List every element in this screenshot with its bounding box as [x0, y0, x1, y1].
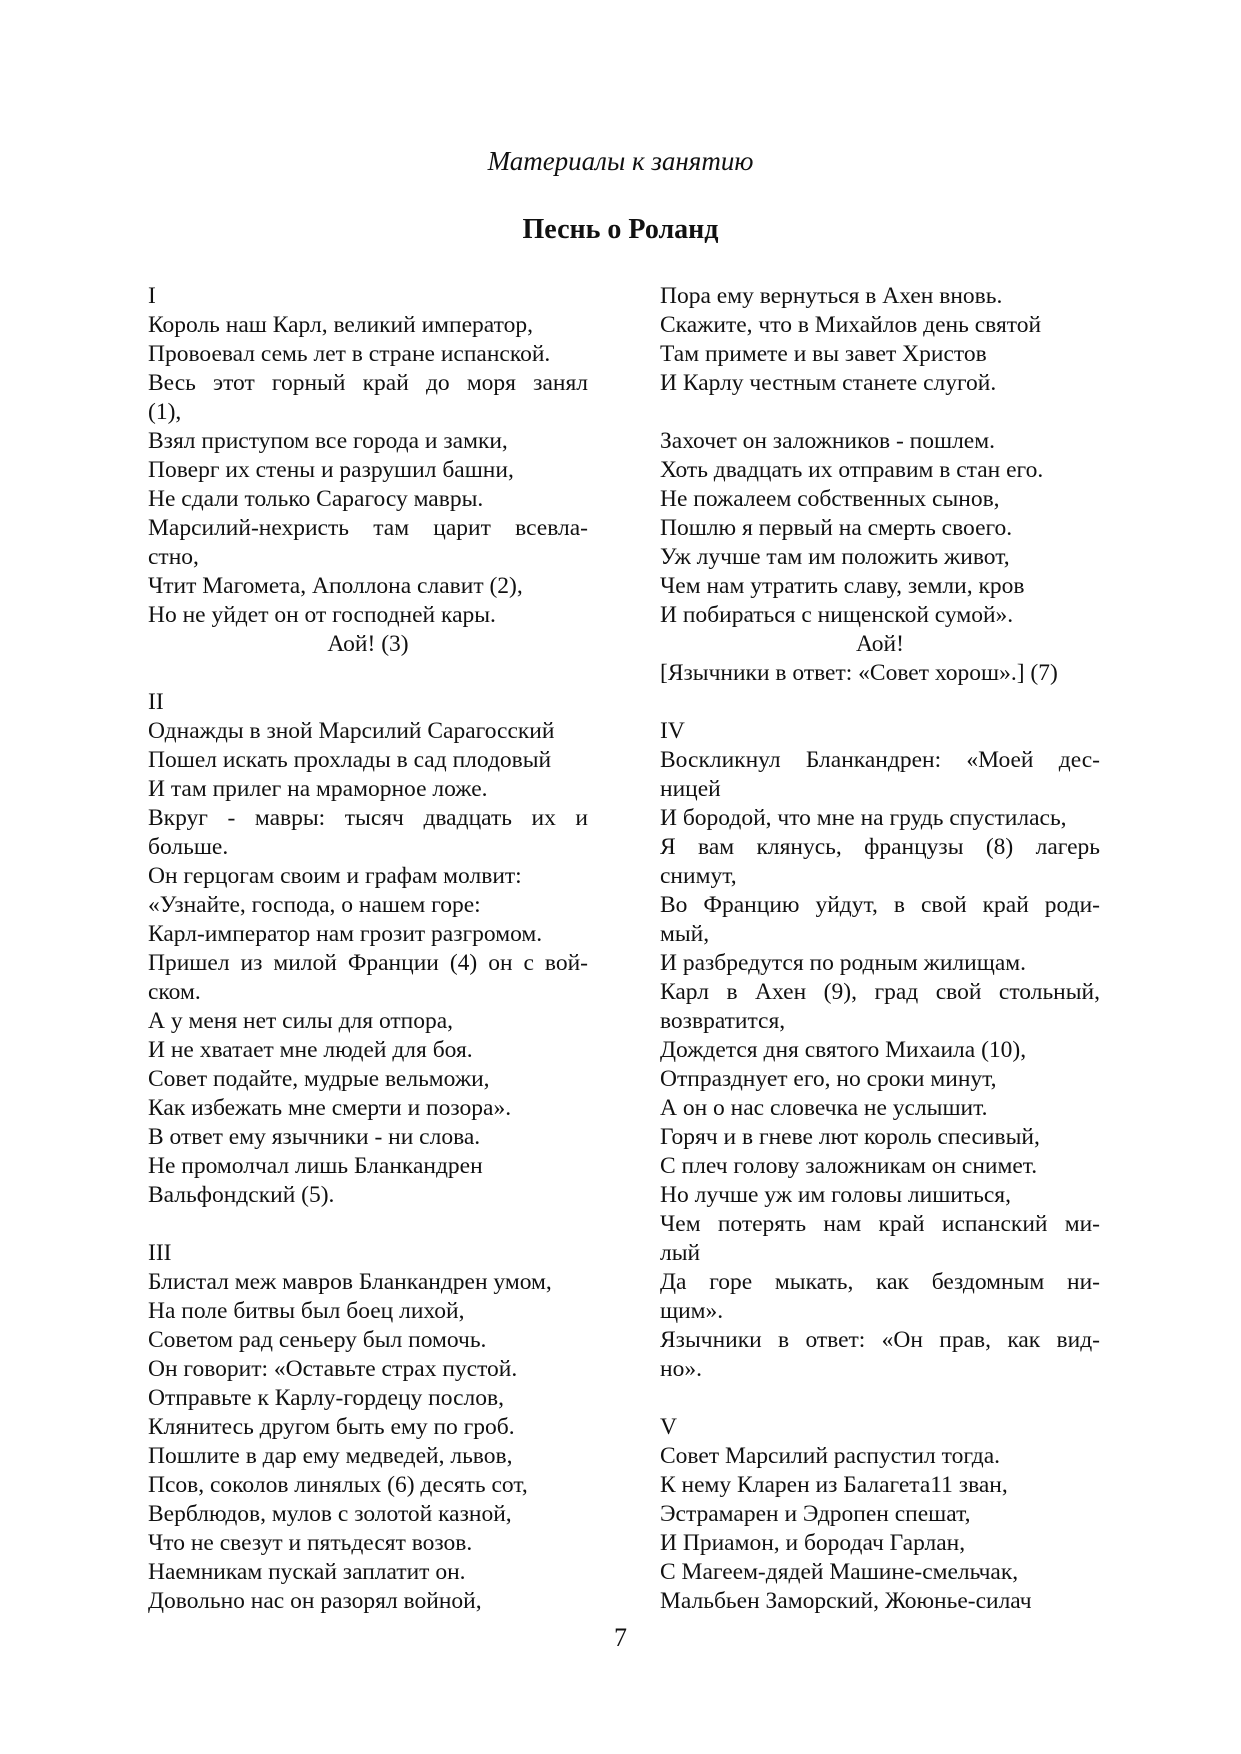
verse-line: Марсилий-нехристь там царит всевла- — [148, 515, 588, 541]
verse-line: И там прилег на мраморное ложе. — [148, 776, 488, 802]
stanza — [660, 717, 1100, 1384]
stanza — [660, 427, 1100, 688]
verse-line: Я вам клянусь, французы (8) лагерь — [660, 834, 1100, 860]
verse-line: Совет Марсилий распустил тогда. — [660, 1443, 1001, 1469]
verse-line: Поверг их стены и разрушил башни, — [148, 457, 514, 483]
stanza — [148, 1239, 588, 1616]
verse-line: Псов, соколов линялых (6) десять сот, — [148, 1472, 528, 1498]
verse-line: И разбредутся по родным жилищам. — [660, 950, 1026, 976]
verse-line: Язычники в ответ: «Он прав, как вид- — [660, 1327, 1100, 1353]
verse-line: лый — [660, 1240, 701, 1266]
verse-line: Пришел из милой Франции (4) он с вой- — [148, 950, 588, 976]
verse-line: Дождется дня святого Михаила (10), — [660, 1037, 1027, 1063]
page-number: 7 — [614, 1623, 627, 1652]
verse-line: На поле битвы был боец лихой, — [148, 1298, 465, 1324]
stanza — [660, 1413, 1100, 1616]
verse-line: Пошлю я первый на смерть своего. — [660, 515, 1013, 541]
verse-line: И Приамон, и бородач Гарлан, — [660, 1530, 966, 1556]
verse-line: снимут, — [660, 863, 737, 889]
verse-line: С Магеем-дядей Машине-смельчак, — [660, 1559, 1019, 1585]
verse-line: [Язычники в ответ: «Совет хорош».] (7) — [660, 660, 1058, 686]
right-column — [660, 282, 1100, 1645]
verse-line: Но не уйдет он от господней кары. — [148, 602, 496, 628]
verse-line: Чтит Магомета, Аполлона славит (2), — [148, 573, 523, 599]
verse-line: Захочет он заложников - пошлем. — [660, 428, 995, 454]
poem-title: Песнь о Роланд — [522, 214, 719, 245]
verse-line: Но лучше уж им головы лишиться, — [660, 1182, 1011, 1208]
verse-line: ницей — [660, 776, 721, 802]
verse-line: Блистал меж мавров Бланкандрен умом, — [148, 1269, 552, 1295]
stanza-numeral: III — [148, 1240, 172, 1266]
verse-line: Вальфондский (5). — [148, 1182, 335, 1208]
verse-line: возвратится, — [660, 1008, 786, 1034]
verse-line: Что не свезут и пятьдесят возов. — [148, 1530, 473, 1556]
stanza-numeral: I — [148, 283, 156, 309]
verse-line: Взял приступом все города и замки, — [148, 428, 508, 454]
verse-line: Во Францию уйдут, в свой край роди- — [660, 892, 1100, 918]
verse-line: Горяч и в гневе лют король спесивый, — [660, 1124, 1040, 1150]
verse-line: Воскликнул Бланкандрен: «Моей дес- — [660, 747, 1100, 773]
verse-line: ском. — [148, 979, 201, 1005]
verse-line: И бородой, что мне на грудь спустилась, — [660, 805, 1067, 831]
verse-line: Как избежать мне смерти и позора». — [148, 1095, 512, 1121]
verse-line: Клянитесь другом быть ему по гроб. — [148, 1414, 515, 1440]
verse-line: но». — [660, 1356, 702, 1382]
stanza-numeral: II — [148, 689, 164, 715]
verse-line: И побираться с нищенской сумой». — [660, 602, 1014, 628]
verse-line: мый, — [660, 921, 710, 947]
verse-line: Не пожалеем собственных сынов, — [660, 486, 1000, 512]
verse-line: Чем нам утратить славу, земли, кров — [660, 573, 1025, 599]
stanza-numeral: IV — [660, 718, 685, 744]
stanza — [148, 688, 588, 1210]
section-subtitle: Материалы к занятию — [487, 146, 754, 176]
verse-line: Наемникам пускай заплатит он. — [148, 1559, 466, 1585]
verse-line: Король наш Карл, великий император, — [148, 312, 533, 338]
verse-line: (1), — [148, 399, 182, 425]
verse-line: В ответ ему язычники - ни слова. — [148, 1124, 481, 1150]
verse-line: Чем потерять нам край испанский ми- — [660, 1211, 1100, 1237]
verse-line: больше. — [148, 834, 229, 860]
verse-line: Он герцогам своим и графам молвит: — [148, 863, 522, 889]
verse-line: Хоть двадцать их отправим в стан его. — [660, 457, 1044, 483]
left-column — [148, 282, 588, 1645]
verse-line: Да горе мыкать, как бездомным ни- — [660, 1269, 1100, 1295]
verse-line: Эстрамарен и Эдропен спешат, — [660, 1501, 971, 1527]
verse-line: Советом рад сеньеру был помочь. — [148, 1327, 487, 1353]
verse-line: А он о нас словечка не услышит. — [660, 1095, 988, 1121]
verse-line: Весь этот горный край до моря занял — [148, 370, 588, 396]
verse-line: Карл в Ахен (9), град свой стольный, — [660, 979, 1100, 1005]
verse-line: Провоевал семь лет в стране испанской. — [148, 341, 551, 367]
verse-line: Карл-император нам грозит разгромом. — [148, 921, 543, 947]
verse-line: Не промолчал лишь Бланкандрен — [148, 1153, 483, 1179]
verse-line: стно, — [148, 544, 199, 570]
verse-line: Совет подайте, мудрые вельможи, — [148, 1066, 490, 1092]
stanza-numeral: V — [660, 1414, 677, 1440]
verse-line: щим». — [660, 1298, 724, 1324]
verse-line: Верблюдов, мулов с золотой казной, — [148, 1501, 512, 1527]
verse-line: И не хватает мне людей для боя. — [148, 1037, 473, 1063]
verse-line: И Карлу честным станете слугой. — [660, 370, 997, 396]
stanza — [660, 282, 1100, 398]
verse-line: Аой! (3) — [327, 631, 409, 657]
verse-line: Там примете и вы завет Христов — [660, 341, 987, 367]
verse-line: «Узнайте, господа, о нашем горе: — [148, 892, 481, 918]
verse-line: А у меня нет силы для отпора, — [148, 1008, 454, 1034]
verse-line: Скажите, что в Михайлов день святой — [660, 312, 1042, 338]
verse-line: Однажды в зной Марсилий Сарагосский — [148, 718, 555, 744]
verse-line: К нему Кларен из Балагета11 зван, — [660, 1472, 1008, 1498]
verse-line: С плеч голову заложникам он снимет. — [660, 1153, 1038, 1179]
verse-line: Уж лучше там им положить живот, — [660, 544, 1010, 570]
verse-line: Мальбьен Заморский, Жоюнье-силач — [660, 1588, 1032, 1614]
verse-line: Пошлите в дар ему медведей, львов, — [148, 1443, 513, 1469]
verse-line: Аой! — [856, 631, 904, 657]
verse-line: Он говорит: «Оставьте страх пустой. — [148, 1356, 518, 1382]
verse-line: Вкруг - мавры: тысяч двадцать их и — [148, 805, 588, 831]
verse-line: Довольно нас он разорял войной, — [148, 1588, 482, 1614]
verse-line: Отправьте к Карлу-гордецу послов, — [148, 1385, 504, 1411]
verse-line: Пора ему вернуться в Ахен вновь. — [660, 283, 1003, 309]
verse-line: Не сдали только Сарагосу мавры. — [148, 486, 484, 512]
verse-line: Пошел искать прохлады в сад плодовый — [148, 747, 552, 773]
stanza — [148, 282, 588, 659]
verse-line: Отпразднует его, но сроки минут, — [660, 1066, 997, 1092]
